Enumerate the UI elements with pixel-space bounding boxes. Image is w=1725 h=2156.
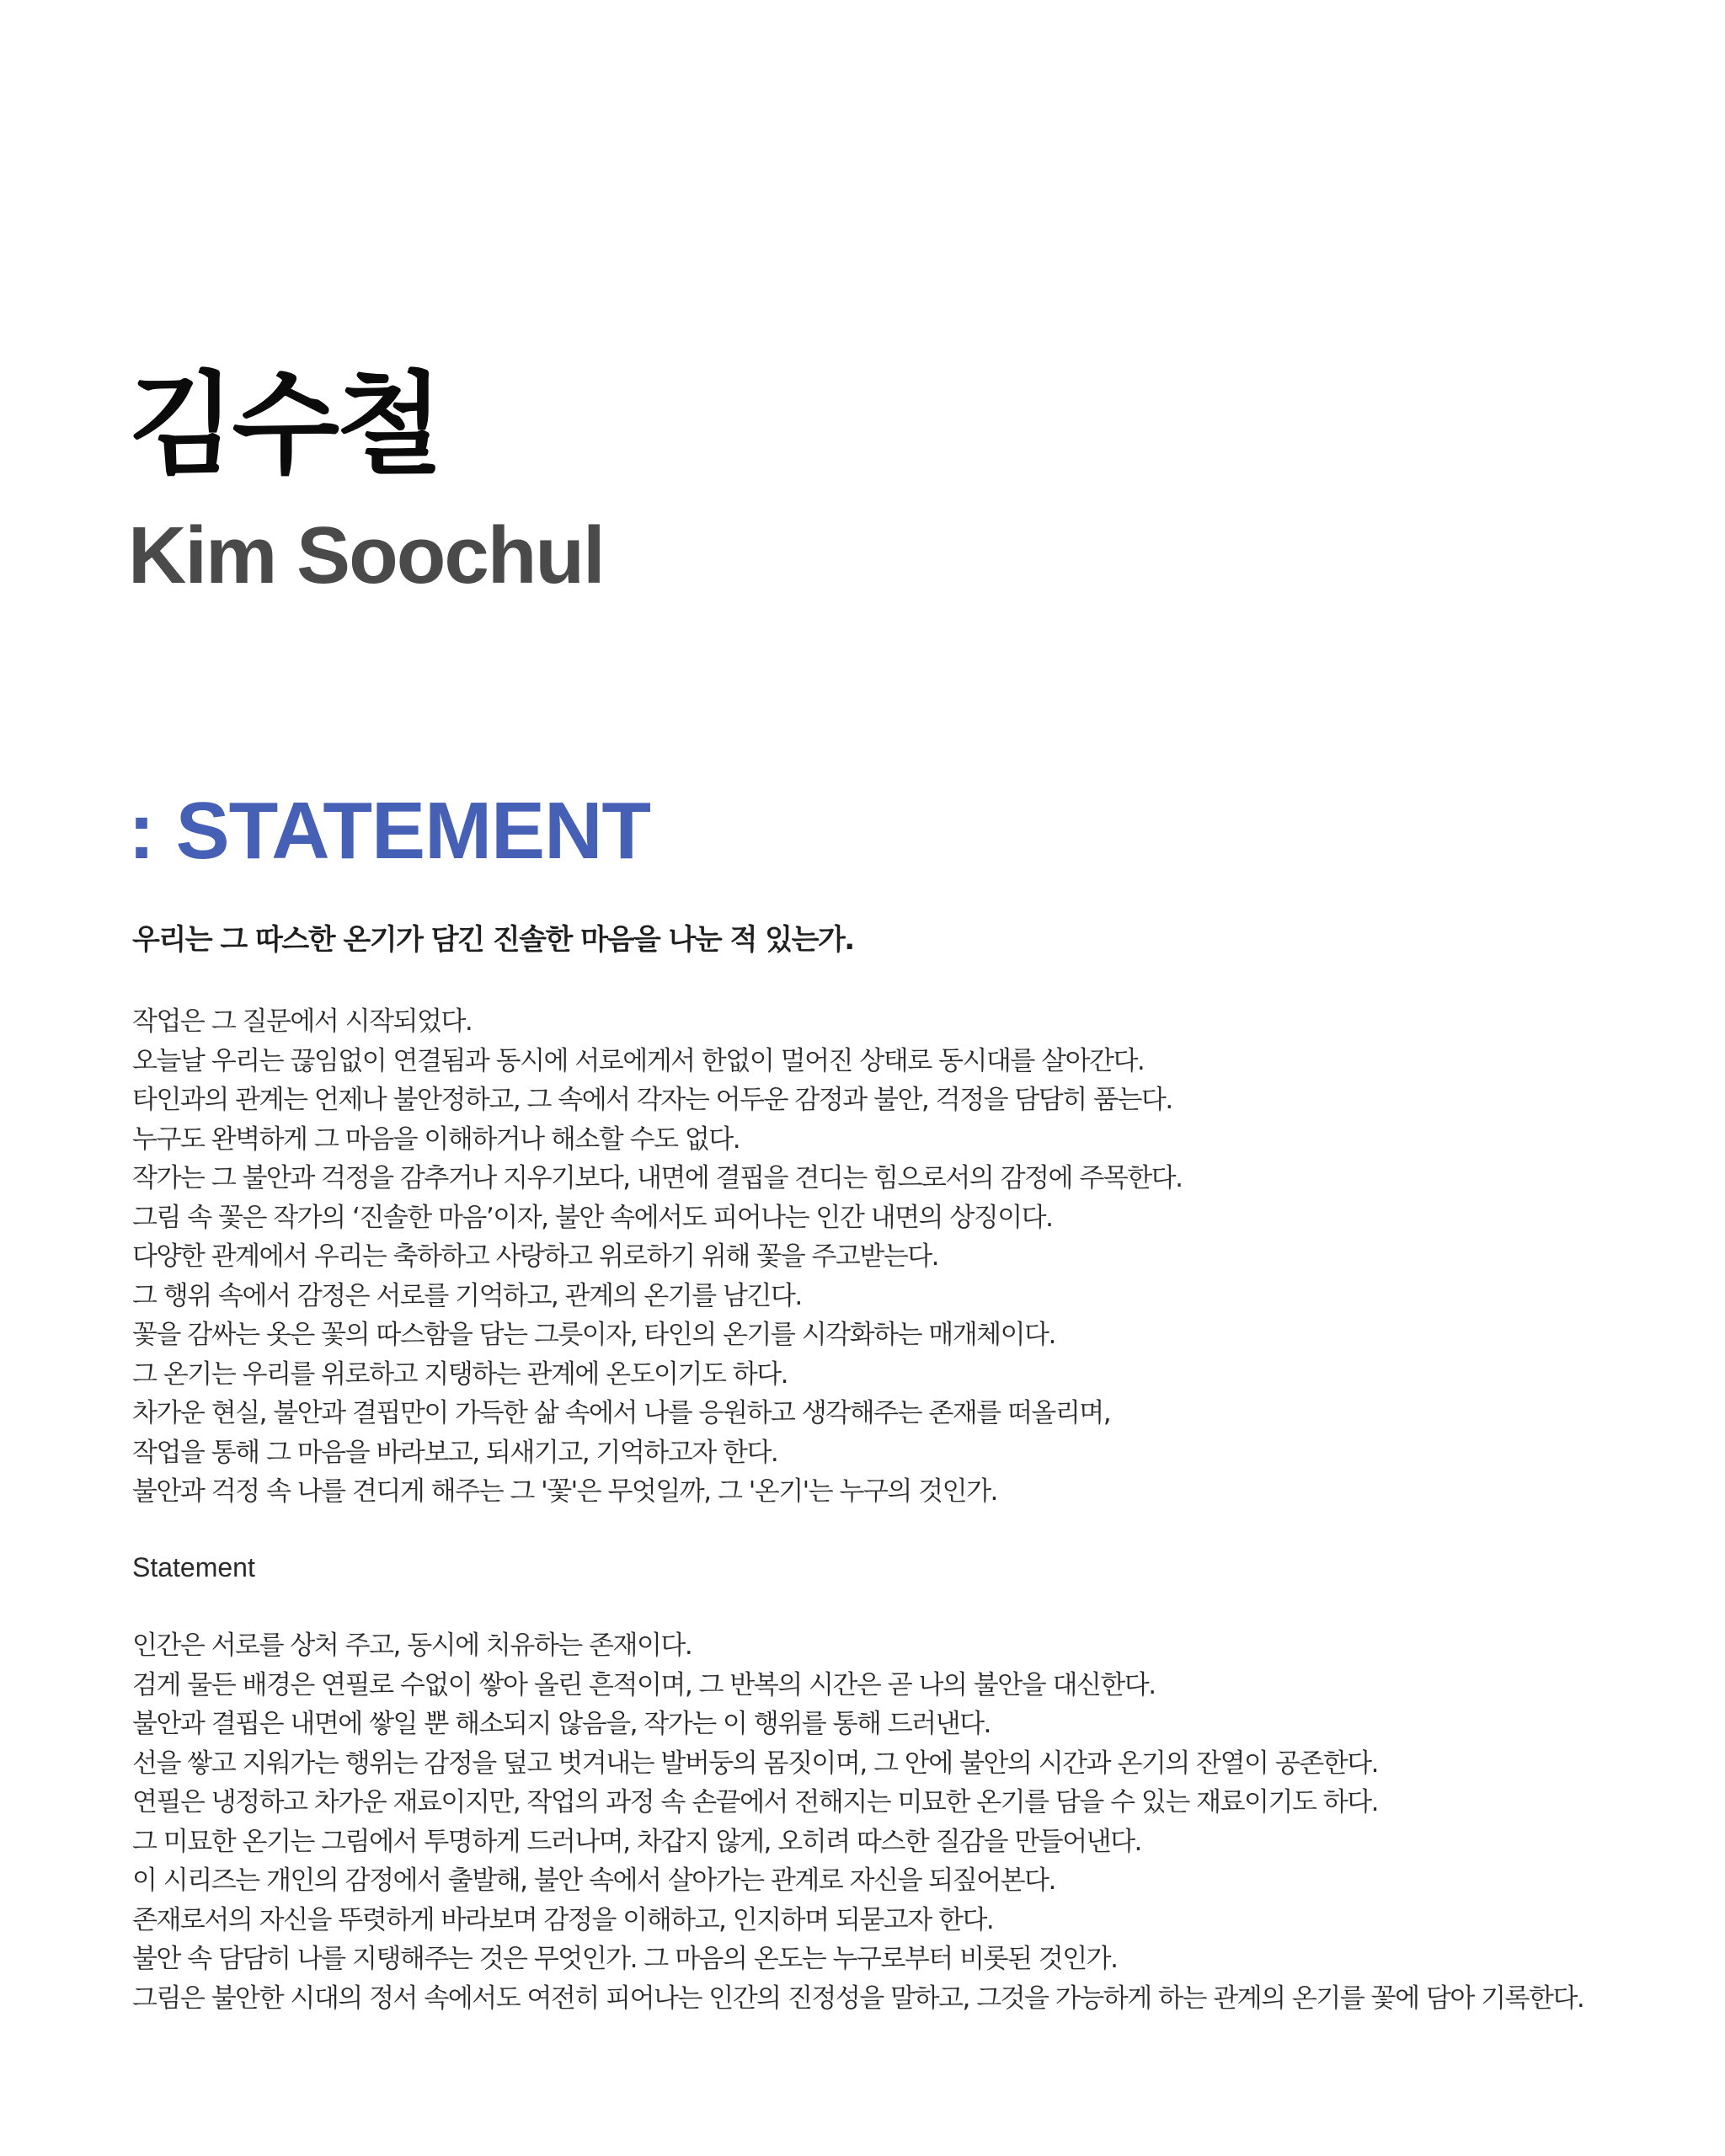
paragraph-line: 그 온기는 우리를 위로하고 지탱하는 관계에 온도이기도 하다. bbox=[132, 1358, 788, 1390]
paragraph-line: 연필은 냉정하고 차가운 재료이지만, 작업의 과정 속 손끝에서 전해지는 미묘한 온기를 담을 수 있는 재료이기도 하다. bbox=[132, 1787, 1378, 1817]
paragraph-line: 불안과 결핍은 내면에 쌓일 뿐 해소되지 않음을, 작가는 이 행위를 통해 드러낸다. bbox=[132, 1709, 991, 1739]
section-title: : STATEMENT bbox=[128, 786, 651, 876]
statement-label: Statement bbox=[132, 1552, 255, 1582]
paragraph-line: 존재로서의 자신을 뚜렷하게 바라보며 감정을 이해하고, 인지하며 되묻고자 한다. bbox=[132, 1904, 994, 1935]
paragraph-line: 차가운 현실, 불안과 결핍만이 가득한 삶 속에서 나를 응원하고 생각해주는 존재를 떠올리며, bbox=[132, 1398, 1111, 1428]
paragraph-line: 다양한 관계에서 우리는 축하하고 사랑하고 위로하기 위해 꽃을 주고받는다. bbox=[132, 1241, 939, 1272]
paragraph-line: 오늘날 우리는 끊임없이 연결됨과 동시에 서로에게서 한없이 멀어진 상태로 동시대를 살아간다. bbox=[132, 1045, 1145, 1076]
paragraph-line: 작업은 그 질문에서 시작되었다. bbox=[132, 1006, 473, 1037]
paragraph-line: 그림은 불안한 시대의 정서 속에서도 여전히 피어나는 인간의 진정성을 말하고, 그것을 가능하게 하는 관계의 온기를 꽃에 담아 기록한다. bbox=[132, 1983, 1584, 2014]
paragraph-line: 인간은 서로를 상처 주고, 동시에 치유하는 존재이다. bbox=[132, 1630, 692, 1661]
paragraph-line: 꽃을 감싸는 옷은 꽃의 따스함을 담는 그릇이자, 타인의 온기를 시각화하는 매개체이다. bbox=[132, 1320, 1055, 1350]
statement-paragraph-second bbox=[132, 1626, 1583, 2018]
artist-name-english: Kim Soochul bbox=[128, 510, 604, 600]
lead-question: 우리는 그 따스한 온기가 담긴 진솔한 마음을 나눈 적 있는가. bbox=[132, 923, 854, 957]
paragraph-line: 타인과의 관계는 언제나 불안정하고, 그 속에서 각자는 어두운 감정과 불안, 걱정을 담담히 품는다. bbox=[132, 1085, 1172, 1115]
paragraph-line: 불안 속 담담히 나를 지탱해주는 것은 무엇인가. 그 마음의 온도는 누구로부터 비롯된 것인가. bbox=[132, 1944, 1118, 1974]
paragraph-line: 그 미묘한 온기는 그림에서 투명하게 드러나며, 차갑지 않게, 오히려 따스한 질감을 만들어낸다. bbox=[132, 1826, 1141, 1857]
paragraph-line: 작가는 그 불안과 걱정을 감추거나 지우기보다, 내면에 결핍을 견디는 힘으로서의 감정에 주목한다. bbox=[132, 1163, 1183, 1193]
paragraph-line: 그림 속 꽃은 작가의 ‘진솔한 마음’이자, 불안 속에서도 피어나는 인간 내면의 상징이다. bbox=[132, 1202, 1053, 1233]
paragraph-line: 검게 물든 배경은 연필로 수없이 쌓아 올린 흔적이며, 그 반복의 시간은 곧 나의 불안을 대신한다. bbox=[132, 1669, 1156, 1700]
paragraph-line: 선을 쌓고 지워가는 행위는 감정을 덮고 벗겨내는 발버둥의 몸짓이며, 그 안에 불안의 시간과 온기의 잔열이 공존한다. bbox=[132, 1748, 1378, 1779]
statement-paragraph-korean bbox=[132, 1002, 1182, 1512]
paragraph-line: 이 시리즈는 개인의 감정에서 출발해, 불안 속에서 살아가는 관계로 자신을 되짚어본다. bbox=[132, 1865, 1055, 1896]
paragraph-line: 불안과 걱정 속 나를 견디게 해주는 그 '꽃'은 무엇일까, 그 '온기'는 누구의 것인가. bbox=[132, 1476, 997, 1507]
paragraph-line: 작업을 통해 그 마음을 바라보고, 되새기고, 기억하고자 한다. bbox=[132, 1437, 778, 1468]
paragraph-line: 그 행위 속에서 감정은 서로를 기억하고, 관계의 온기를 남긴다. bbox=[132, 1280, 802, 1311]
artist-name-korean: 김수철 bbox=[128, 360, 441, 490]
paragraph-line: 누구도 완벽하게 그 마음을 이해하거나 해소할 수도 없다. bbox=[132, 1123, 740, 1155]
